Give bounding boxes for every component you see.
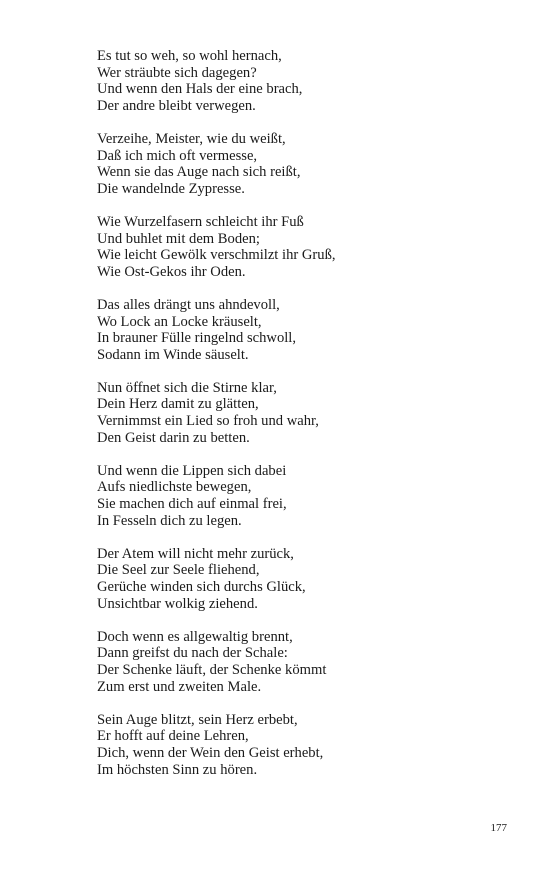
poem-line: Aufs niedlichste bewegen, xyxy=(97,479,252,496)
poem-line: Und wenn die Lippen sich dabei xyxy=(97,462,287,479)
poem-line: Sodann im Winde säuselt. xyxy=(97,346,249,363)
stanza-5 xyxy=(97,380,497,446)
poem-line: Die wandelnde Zypresse. xyxy=(97,180,245,197)
poem-line: Und wenn den Hals der eine brach, xyxy=(97,81,303,98)
stanza-4 xyxy=(97,297,497,363)
poem-line: Der Schenke läuft, der Schenke kömmt xyxy=(97,661,327,678)
poem-line: Und buhlet mit dem Boden; xyxy=(97,230,260,247)
poem-line: Wenn sie das Auge nach sich reißt, xyxy=(97,164,301,181)
poem-line: Wie Ost-Gekos ihr Oden. xyxy=(97,263,246,280)
poem-line: Nun öffnet sich die Stirne klar, xyxy=(97,379,277,396)
poem-line: Wie Wurzelfasern schleicht ihr Fuß xyxy=(97,213,304,230)
stanza-3 xyxy=(97,214,497,280)
stanza-1 xyxy=(97,48,497,114)
page-number: 177 xyxy=(490,822,507,834)
poem-line: Im höchsten Sinn zu hören. xyxy=(97,761,258,778)
poem-line: Sein Auge blitzt, sein Herz erbebt, xyxy=(97,711,298,728)
poem-line: Die Seel zur Seele fliehend, xyxy=(97,562,260,579)
poem-line: Sie machen dich auf einmal frei, xyxy=(97,496,287,513)
poem-line: Es tut so weh, so wohl hernach, xyxy=(97,48,282,64)
stanza-2 xyxy=(97,131,497,197)
poem-line: Wo Lock an Locke kräuselt, xyxy=(97,313,262,330)
poem-line: Wer sträubte sich dagegen? xyxy=(97,64,257,81)
poem-line: Zum erst und zweiten Male. xyxy=(97,678,262,695)
poem-line: Vernimmst ein Lied so froh und wahr, xyxy=(97,413,319,430)
poem-line: Gerüche winden sich durchs Glück, xyxy=(97,579,306,595)
stanza-6 xyxy=(97,463,497,529)
poem-line: Daß ich mich oft vermesse, xyxy=(97,147,258,164)
poem-body xyxy=(97,48,497,795)
poem-line: In Fesseln dich zu legen. xyxy=(97,512,242,529)
poem-line: Dich, wenn der Wein den Geist erhebt, xyxy=(97,744,324,761)
poem-line: In brauner Fülle ringelnd schwoll, xyxy=(97,330,296,347)
poem-line: Wie leicht Gewölk verschmilzt ihr Gruß, xyxy=(97,247,336,264)
poem-line: Dann greifst du nach der Schale: xyxy=(97,645,288,662)
poem-line: Der andre bleibt verwegen. xyxy=(97,97,256,114)
poem-line: Unsichtbar wolkig ziehend. xyxy=(97,595,258,612)
poem-line: Verzeihe, Meister, wie du weißt, xyxy=(97,130,286,147)
stanza-9 xyxy=(97,712,497,778)
stanza-7 xyxy=(97,546,497,612)
poem-line: Er hofft auf deine Lehren, xyxy=(97,728,249,745)
poem-line: Dein Herz damit zu glätten, xyxy=(97,396,259,413)
poem-line: Doch wenn es allgewaltig brennt, xyxy=(97,628,293,645)
poem-line: Das alles drängt uns ahndevoll, xyxy=(97,296,280,313)
poem-line: Der Atem will nicht mehr zurück, xyxy=(97,545,294,562)
poem-line: Den Geist darin zu betten. xyxy=(97,429,250,446)
stanza-8 xyxy=(97,629,497,695)
